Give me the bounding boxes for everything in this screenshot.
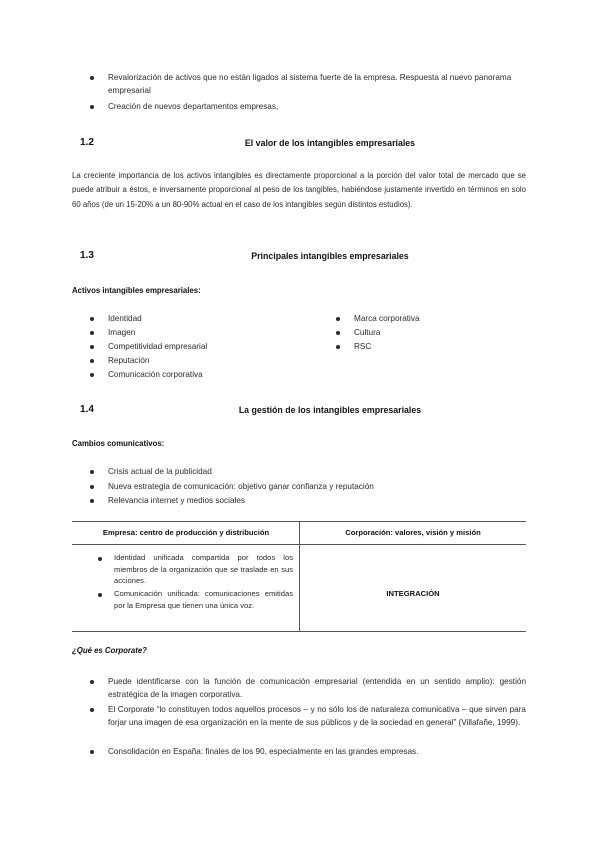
bullet-icon bbox=[90, 485, 94, 489]
bullet-icon bbox=[336, 331, 340, 335]
list-item-text: Puede identificarse con la función de comunicación empresarial (entendida en un sentido amplio): gestión estratégica de la imagen corporativa. bbox=[108, 677, 526, 699]
bullet-icon bbox=[90, 76, 94, 80]
list-item bbox=[108, 494, 245, 507]
list-item-text: Revalorización de activos que no están ligados al sistema fuerte de la empresa. Respuesta al nuevo panorama empresarial bbox=[108, 73, 512, 95]
list-item-text: El Corporate “lo constituyen todos aquellos procesos – y no sólo los de naturaleza comunicativa – que sirven para forjar una imagen de esa organización en la mente de sus públicos y de la sociedad en general” (Villafañe, 1999). bbox=[108, 705, 526, 727]
bullet-icon bbox=[90, 345, 94, 349]
section-number: 1.4 bbox=[80, 404, 94, 415]
bullet-icon bbox=[98, 557, 102, 561]
corporate-question: ¿Qué es Corporate? bbox=[72, 646, 147, 655]
bullet-icon bbox=[90, 105, 94, 109]
section-title: El valor de los intangibles empresariales bbox=[244, 138, 416, 148]
list-item-text: Crisis actual de la publicidad bbox=[108, 467, 212, 476]
bullet-icon bbox=[90, 373, 94, 377]
section-title: La gestión de los intangibles empresariales bbox=[238, 405, 422, 415]
bullet-icon bbox=[90, 499, 94, 503]
list-item-text: Competitividad empresarial bbox=[108, 342, 208, 351]
list-item bbox=[108, 465, 212, 478]
list-item bbox=[108, 340, 207, 353]
bullet-icon bbox=[90, 680, 94, 684]
list-item-text: Reputación bbox=[108, 356, 150, 365]
list-item-text: Imagen bbox=[108, 328, 136, 337]
list-item bbox=[108, 675, 526, 701]
list-item-text: Creación de nuevos departamentos empresas, bbox=[108, 102, 279, 111]
bullet-icon bbox=[336, 345, 340, 349]
list-item bbox=[108, 354, 149, 367]
list-item bbox=[108, 100, 526, 113]
list-item bbox=[354, 340, 371, 353]
bullet-icon bbox=[98, 593, 102, 597]
bullet-icon bbox=[90, 359, 94, 363]
table-cell-integration: INTEGRACIÓN bbox=[386, 589, 440, 598]
list-item bbox=[108, 71, 526, 97]
table-cell-bullet bbox=[114, 552, 293, 587]
list-item bbox=[354, 326, 380, 339]
list-item-text: Relevancia internet y medios sociales bbox=[108, 496, 245, 505]
table-cell-text: Identidad unificada compartida por todos los miembros de la organización que se traslade en sus acciones. bbox=[114, 553, 293, 585]
list-item-text: RSC bbox=[354, 342, 372, 351]
list-item-text: Identidad bbox=[108, 314, 142, 323]
list-item-text: Consolidación en España: finales de los 90, especialmente en las grandes empresas. bbox=[108, 747, 419, 756]
list-item-text: Nueva estrategia de comunicación: objetivo ganar confianza y reputación bbox=[108, 482, 374, 491]
list-item bbox=[108, 480, 374, 493]
table-cell-bullet bbox=[114, 588, 293, 611]
section-number: 1.3 bbox=[80, 250, 94, 261]
section-title: Principales intangibles empresariales bbox=[251, 251, 409, 261]
table-cell-text: Comunicación unificada: comunicaciones emitidas por la Empresa que tienen una única voz. bbox=[114, 589, 293, 610]
section-number: 1.2 bbox=[80, 137, 94, 148]
bullet-icon bbox=[90, 317, 94, 321]
bullet-icon bbox=[336, 317, 340, 321]
subheading: Cambios comunicativos: bbox=[72, 439, 165, 448]
list-item bbox=[354, 312, 420, 325]
list-item-text: Cultura bbox=[354, 328, 381, 337]
table-header-right: Corporación: valores, visión y misión bbox=[345, 528, 481, 537]
list-item bbox=[108, 312, 142, 325]
list-item-text: Comunicación corporativa bbox=[108, 370, 203, 379]
table-header-left: Empresa: centro de producción y distribución bbox=[102, 528, 270, 537]
bullet-icon bbox=[90, 470, 94, 474]
bullet-icon bbox=[90, 331, 94, 335]
section-paragraph: La creciente importancia de los activos intangibles es directamente proporcional a la porción del valor total de mercado que se puede atribuir a éstos, e inversamente proporcional al peso de los tangibles, habiéndose justamente invertido en términos en solo 60 años (de un 15-20% a un 80-90% actual en el caso de los intangibles según distintos estudios). bbox=[72, 171, 526, 209]
list-item bbox=[108, 326, 135, 339]
subheading: Activos intangibles empresariales: bbox=[72, 286, 201, 295]
bullet-icon bbox=[90, 708, 94, 712]
list-item bbox=[108, 745, 526, 758]
list-item bbox=[108, 368, 203, 381]
table-column-divider bbox=[299, 521, 300, 632]
list-item-text: Marca corporativa bbox=[354, 314, 420, 323]
bullet-icon bbox=[90, 750, 94, 754]
list-item bbox=[108, 703, 526, 729]
